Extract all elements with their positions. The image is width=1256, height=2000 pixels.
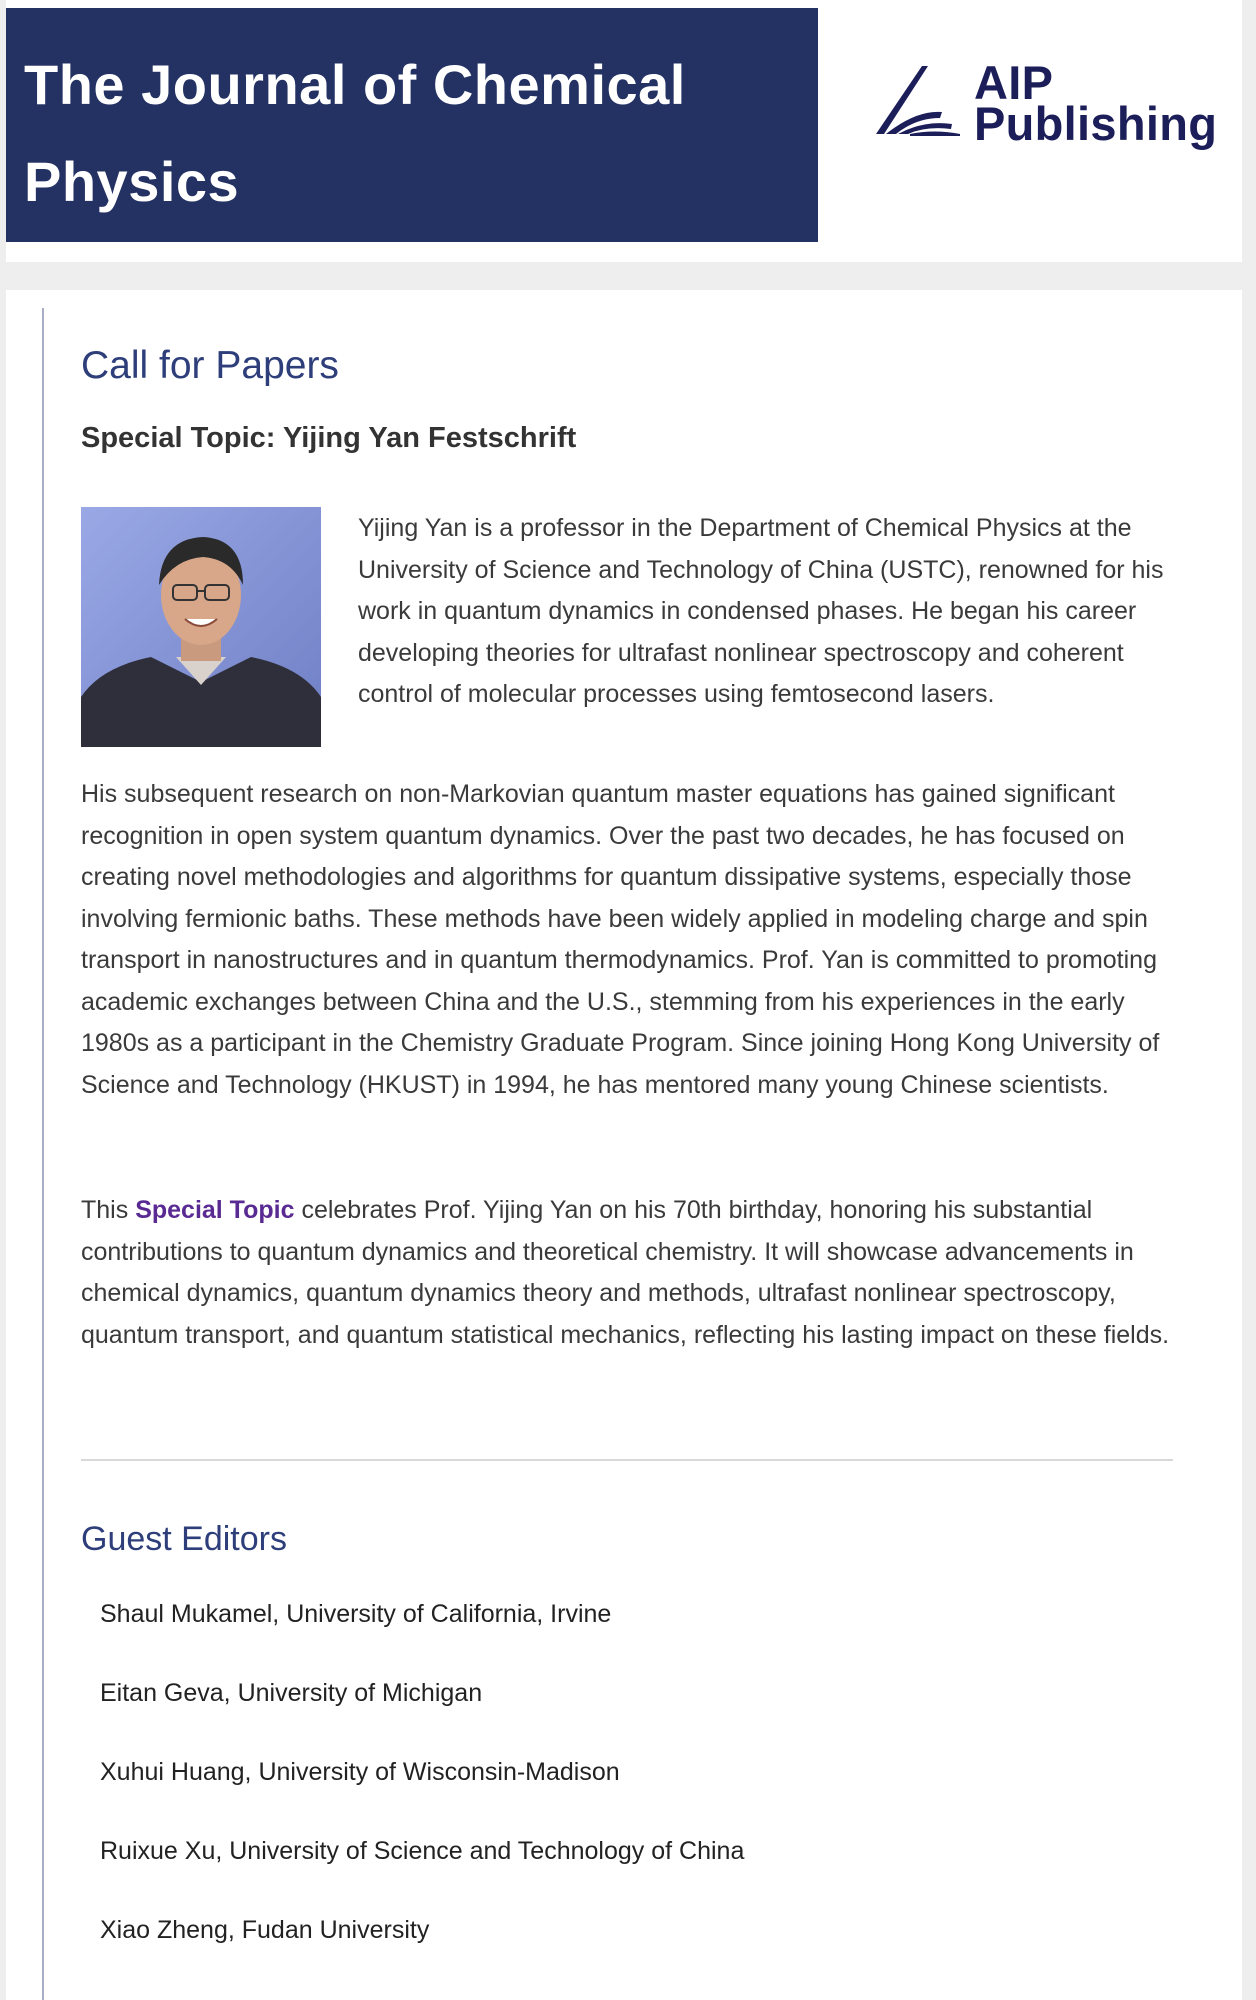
email-header: [6, 0, 1242, 262]
section-divider: [81, 1459, 1173, 1461]
aip-swoosh-icon: [876, 58, 968, 138]
intro-paragraph: Yijing Yan is a professor in the Department of Chemical Physics at the University of Science and Technology of China (USTC), renowned for his work in quantum dynamics in condensed phases. He began his career developing theories for ultrafast nonlinear spectroscopy and coherent control of molecular processes using femtosecond lasers.: [358, 514, 1164, 708]
logo-line-aip: AIP: [974, 56, 1054, 109]
guest-editors-heading: Guest Editors: [81, 1520, 287, 1558]
research-paragraph: His subsequent research on non-Markovian quantum master equations has gained significant recognition in open system quantum dynamics. Over the past two decades, he has focused on creating novel methodologies and algorithms for quantum dissipative systems, especially those involving fermionic baths. These methods have been widely applied in modeling charge and spin transport in nanostructures and in quantum thermodynamics. Prof. Yan is committed to promoting academic exchanges between China and the U.S., stemming from his experiences in the early 1980s as a participant in the Chemistry Graduate Program. Since joining Hong Kong University of Science and Technology (HKUST) in 1994, he has mentored many young Chinese scientists.: [81, 780, 1160, 1099]
logo-line-publishing: Publishing: [974, 97, 1218, 150]
guest-editors-list: [100, 1600, 744, 1995]
portrait-photo-icon: [81, 507, 321, 747]
left-accent-rule: [42, 308, 44, 2000]
special-topic-link[interactable]: Special Topic: [135, 1196, 295, 1224]
editor-item: Ruixue Xu, University of Science and Technology of China: [100, 1837, 745, 1865]
logo-wordmark: [974, 56, 1218, 150]
editor-item: Eitan Geva, University of Michigan: [100, 1679, 483, 1707]
paragraph-prefix: This: [81, 1196, 136, 1224]
special-topic-subtitle: Special Topic: Yijing Yan Festschrift: [81, 422, 577, 454]
editor-item: Xiao Zheng, Fudan University: [100, 1916, 430, 1944]
journal-title: The Journal of Chemical Physics: [24, 53, 686, 213]
editor-item: Shaul Mukamel, University of California, Irvine: [100, 1600, 612, 1628]
editor-item: Xuhui Huang, University of Wisconsin-Madison: [100, 1758, 620, 1786]
email-content: [6, 290, 1242, 2000]
paragraph-suffix: celebrates Prof. Yijing Yan on his 70th birthday, honoring his substantial contributions to quantum dynamics and theoretical chemistry. It will showcase advancements in chemical dynamics, quantum dynamics theory and methods, ultrafast nonlinear spectroscopy, quantum transport, and quantum statistical mechanics, reflecting his lasting impact on these fields.: [81, 1196, 1170, 1349]
aip-publishing-logo[interactable]: [876, 56, 1218, 158]
journal-banner: [6, 8, 818, 242]
professor-photo: [81, 507, 321, 747]
special-topic-paragraph: [81, 1190, 1191, 1356]
call-for-papers-heading: Call for Papers: [81, 344, 339, 387]
